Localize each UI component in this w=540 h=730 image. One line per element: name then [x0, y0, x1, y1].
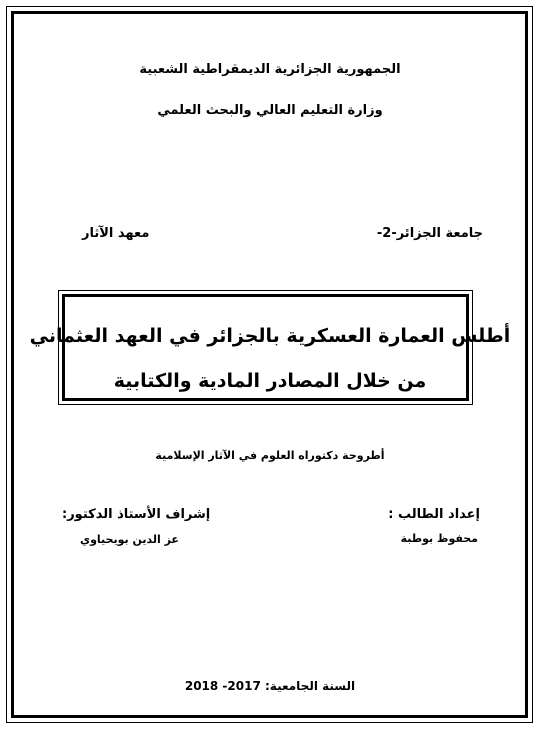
student-name: محفوظ بوطبة	[400, 532, 478, 545]
thesis-title-line-1: أطلس العمارة العسكرية بالجزائر في العهد العثماني	[29, 325, 511, 347]
university-name: جامعة الجزائر-2-	[376, 226, 483, 241]
thesis-type: أطروحة دكتوراه العلوم في الآثار الإسلامية	[155, 449, 385, 462]
ministry-heading: وزارة التعليم العالي والبحث العلمي	[157, 103, 383, 118]
academic-year: السنة الجامعية: 2017- 2018	[184, 679, 356, 693]
republic-heading: الجمهورية الجزائرية الديمقراطية الشعبية	[139, 62, 401, 77]
supervisor-label: إشراف الأستاذ الدكتور:	[62, 507, 211, 522]
thesis-title-line-2: من خلال المصادر المادية والكتابية	[113, 370, 427, 392]
supervisor-name: عز الدين بويحياوي	[80, 533, 179, 546]
student-label: إعداد الطالب :	[388, 507, 480, 522]
institute-name: معهد الآثار	[82, 226, 150, 241]
